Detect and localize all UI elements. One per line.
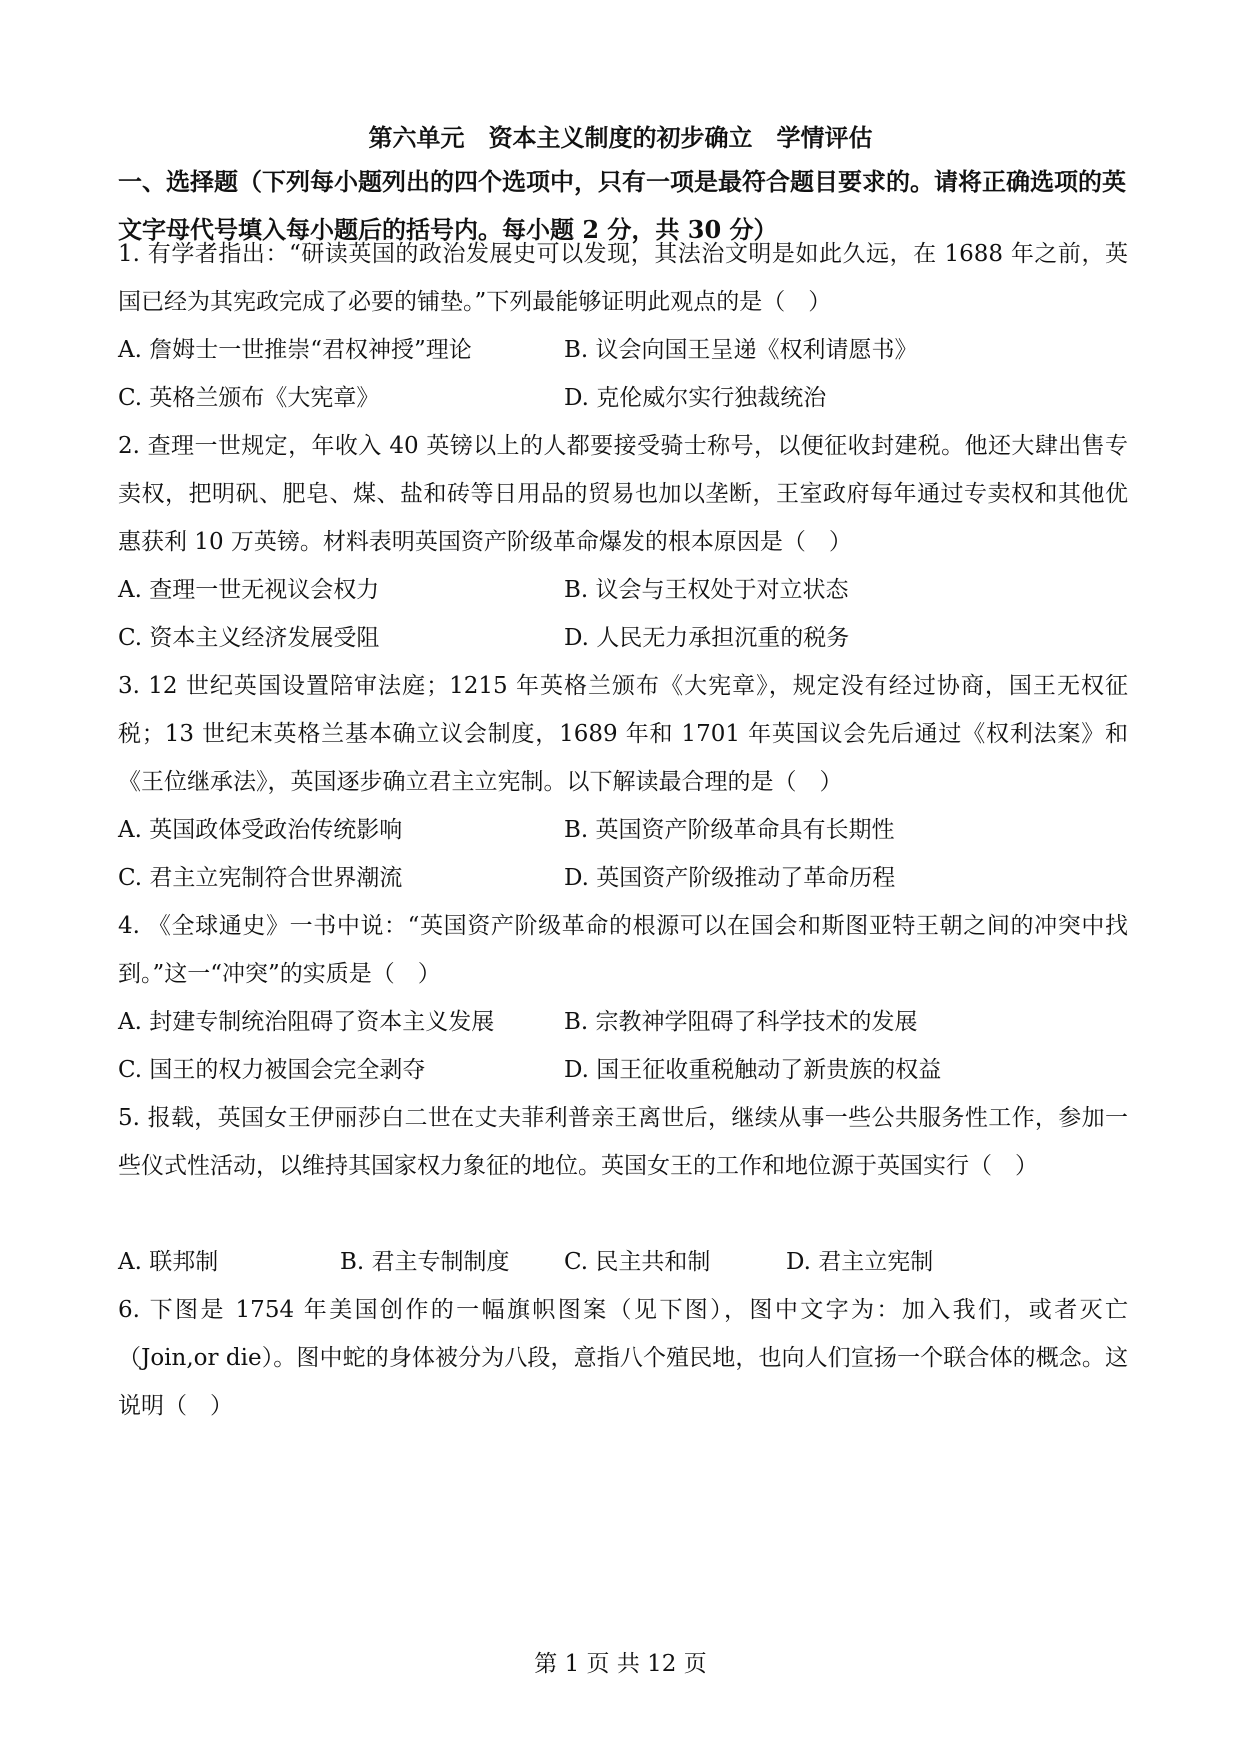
q1-option-b: B. 议会向国王呈递《权利请愿书》 bbox=[564, 337, 918, 363]
q5-option-c: C. 民主共和制 bbox=[564, 1249, 711, 1275]
question-6-stem: 6. 下图是 1754 年美国创作的一幅旗帜图案（见下图），图中文字为：加入我们，或者灭亡（Join,or die）。图中蛇的身体被分为八段，意指八个殖民地，也向人们宣扬一个联合体的概念。这说明（ ） bbox=[118, 1297, 1128, 1419]
question-3-stem: 3. 12 世纪英国设置陪审法庭；1215 年英格兰颁布《大宪章》，规定没有经过协商，国王无权征税；13 世纪末英格兰基本确立议会制度，1689 年和 1701 年英国议会先后通过《权利法案》和《王位继承法》，英国逐步确立君主立宪制。以下解读最合理的是（ ） bbox=[118, 673, 1128, 795]
q5-option-d: D. 君主立宪制 bbox=[786, 1249, 934, 1275]
q4-option-d: D. 国王征收重税触动了新贵族的权益 bbox=[564, 1057, 942, 1083]
q1-option-a: A. 詹姆士一世推崇“君权神授”理论 bbox=[118, 337, 472, 363]
q3-option-a: A. 英国政体受政治传统影响 bbox=[118, 817, 403, 843]
q4-option-a: A. 封建专制统治阻碍了资本主义发展 bbox=[118, 1009, 495, 1035]
q4-option-b: B. 宗教神学阻碍了科学技术的发展 bbox=[564, 1009, 918, 1035]
question-1-stem: 1. 有学者指出：“研读英国的政治发展史可以发现，其法治文明是如此久远，在 1688 年之前，英国已经为其宪政完成了必要的铺垫。”下列最能够证明此观点的是（ ） bbox=[118, 241, 1128, 315]
section-heading: 一、选择题（下列每小题列出的四个选项中，只有一项是最符合题目要求的。请将正确选项的英文字母代号填入每小题后的括号内。每小题 2 分，共 30 分） bbox=[118, 167, 1126, 244]
q2-option-c: C. 资本主义经济发展受阻 bbox=[118, 625, 380, 651]
q3-option-b: B. 英国资产阶级革命具有长期性 bbox=[564, 817, 895, 843]
q1-option-d: D. 克伦威尔实行独裁统治 bbox=[564, 385, 827, 411]
q3-option-c: C. 君主立宪制符合世界潮流 bbox=[118, 865, 403, 891]
question-5-stem: 5. 报载，英国女王伊丽莎白二世在丈夫菲利普亲王离世后，继续从事一些公共服务性工作，参加一些仪式性活动，以维持其国家权力象征的地位。英国女王的工作和地位源于英国实行（ ） bbox=[118, 1105, 1128, 1179]
q5-option-b: B. 君主专制制度 bbox=[340, 1249, 510, 1275]
q4-option-c: C. 国王的权力被国会完全剥夺 bbox=[118, 1057, 426, 1083]
q3-option-d: D. 英国资产阶级推动了革命历程 bbox=[564, 865, 896, 891]
question-2-stem: 2. 查理一世规定，年收入 40 英镑以上的人都要接受骑士称号，以便征收封建税。他还大肆出售专卖权，把明矾、肥皂、煤、盐和砖等日用品的贸易也加以垄断，王室政府每年通过专卖权和其他优惠获利 10 万英镑。材料表明英国资产阶级革命爆发的根本原因是（ ） bbox=[118, 433, 1128, 555]
question-4-stem: 4. 《全球通史》一书中说：“英国资产阶级革命的根源可以在国会和斯图亚特王朝之间的冲突中找到。”这一“冲突”的实质是（ ） bbox=[118, 913, 1128, 987]
q2-option-b: B. 议会与王权处于对立状态 bbox=[564, 577, 849, 603]
q1-option-c: C. 英格兰颁布《大宪章》 bbox=[118, 385, 380, 411]
q2-option-d: D. 人民无力承担沉重的税务 bbox=[564, 625, 850, 651]
page-footer: 第 1 页 共 12 页 bbox=[534, 1651, 707, 1677]
page-title: 第六单元 资本主义制度的初步确立 学情评估 bbox=[368, 123, 873, 152]
q2-option-a: A. 查理一世无视议会权力 bbox=[118, 577, 380, 603]
q5-option-a: A. 联邦制 bbox=[118, 1249, 219, 1275]
